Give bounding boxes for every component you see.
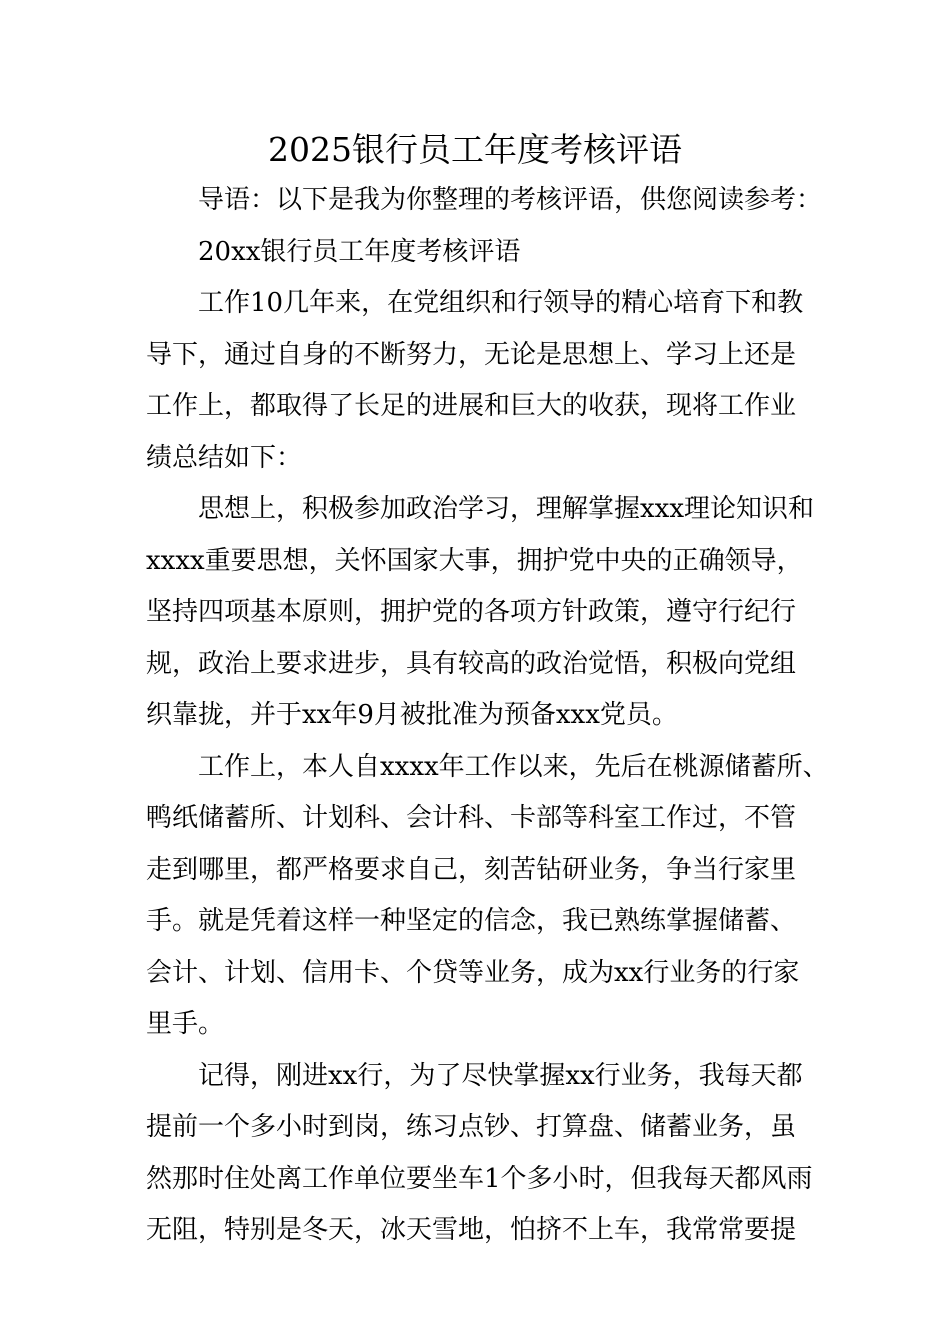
text-line: 思想上，积极参加政治学习，理解掌握xxx理论知识和 [198,494,814,524]
paragraph-work [146,745,829,1054]
text-line: 导语：以下是我为你整理的考核评语，供您阅读参考： [198,185,823,215]
text-line: 工作上，都取得了长足的进展和巨大的收获，现将工作业 [146,391,797,421]
text-line: 会计、计划、信用卡、个贷等业务，成为xx行业务的行家 [146,957,800,988]
text-line: 工作上，本人自xxxx年工作以来，先后在桃源储蓄所、 [198,751,829,782]
text-line: 鸭纸储蓄所、计划科、会计科、卡部等科室工作过，不管 [146,803,797,833]
text-line: 织靠拢，并于xx年9月被批准为预备xxx党员。 [146,700,678,730]
text-line: 绩总结如下： [146,442,303,473]
text-line: 规，政治上要求进步，具有较高的政治觉悟，积极向党组 [146,648,797,679]
text-line: 里手。 [146,1009,225,1039]
paragraph-subtitle [146,230,814,282]
paragraph-intro [146,178,823,230]
text-line: 无阻，特别是冬天，冰天雪地，怕挤不上车，我常常要提 [146,1215,797,1245]
text-line: 20xx银行员工年度考核评语 [198,236,521,267]
text-line: 走到哪里，都严格要求自己，刻苦钻研业务，争当行家里 [146,854,797,885]
document-body [146,178,829,1260]
paragraph-ideology [146,487,814,745]
text-line: 工作10几年来，在党组织和行领导的精心培育下和教 [198,288,804,318]
text-line: xxxx重要思想，关怀国家大事，拥护党中央的正确领导， [146,545,803,576]
text-line: 导下，通过自身的不断努力，无论是思想上、学习上还是 [146,339,797,370]
text-line: 然那时住处离工作单位要坐车1个多小时，但我每天都风雨 [146,1163,813,1194]
text-line: 提前一个多小时到岗，练习点钞、打算盘、储蓄业务，虽 [146,1112,797,1142]
text-line: 坚持四项基本原则，拥护党的各项方针政策，遵守行纪行 [146,597,797,627]
text-line: 手。就是凭着这样一种坚定的信念，我已熟练掌握储蓄、 [146,906,797,936]
paragraph-memory [146,1054,814,1260]
document-title: 2025银行员工年度考核评语 [268,130,682,169]
text-line: 记得，刚进xx行，为了尽快掌握xx行业务，我每天都 [198,1060,803,1091]
paragraph-overview [146,281,814,487]
